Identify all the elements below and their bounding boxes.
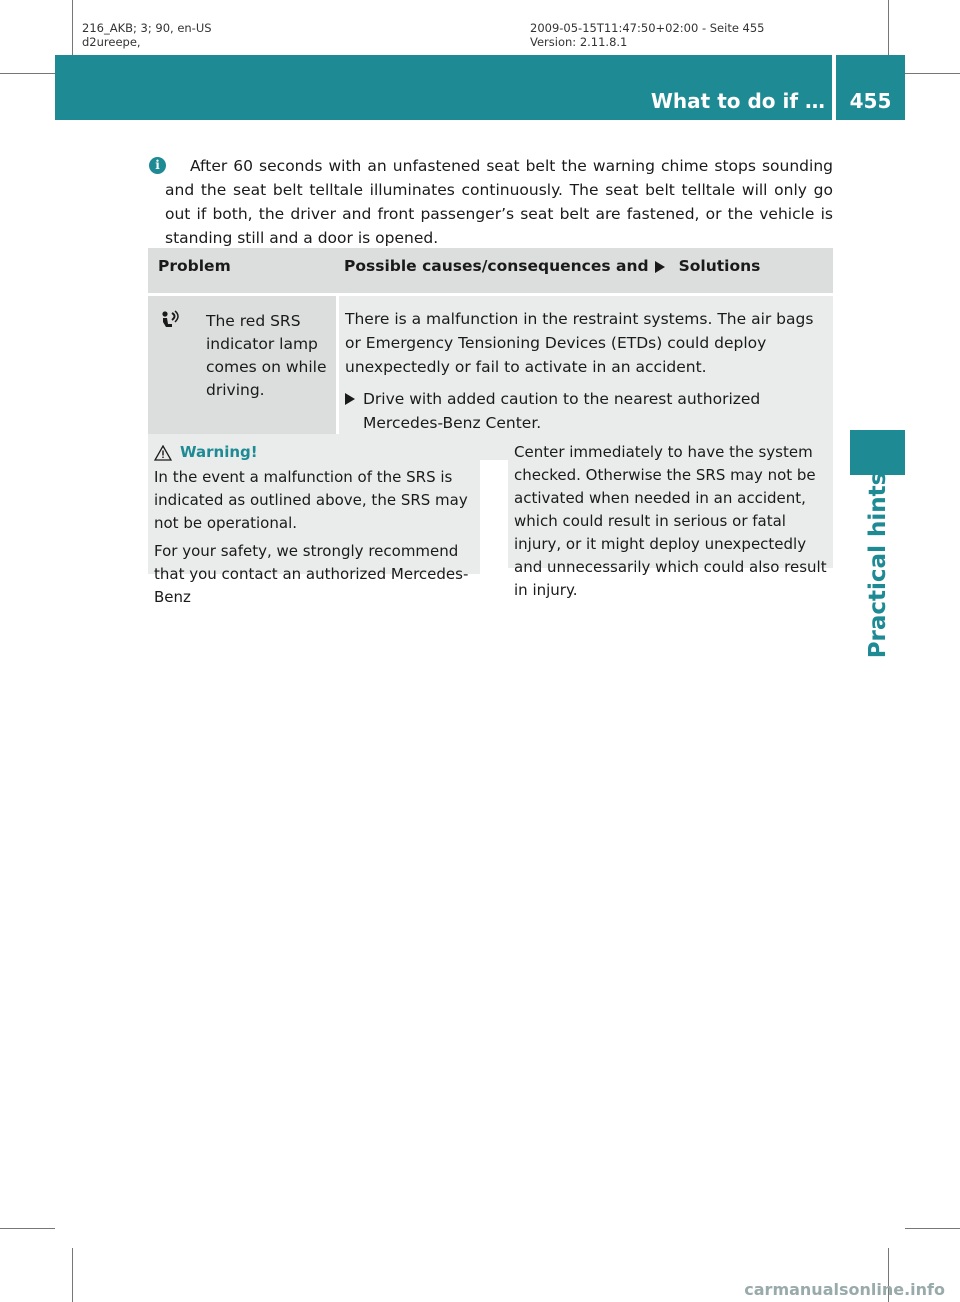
side-tab-label: Practical hints xyxy=(864,471,891,659)
page-number: 455 xyxy=(849,89,892,113)
warning-box-continued xyxy=(508,434,833,599)
table-header xyxy=(148,248,833,293)
side-tab-marker xyxy=(850,430,905,475)
action-item xyxy=(345,387,825,435)
warning-text: Center immediately to have the system checked. Otherwise the SRS may not be activated when needed in an accident, which could result in serious or fatal injury, or it might deploy unexpectedly and unnecessarily which could also result in injury. xyxy=(514,443,827,599)
crop-mark xyxy=(905,73,960,74)
arrow-right-icon xyxy=(345,393,355,405)
troubleshooting-table xyxy=(148,248,833,460)
info-note xyxy=(149,154,833,250)
watermark: carmanualsonline.info xyxy=(744,1280,945,1299)
crop-mark xyxy=(888,0,889,55)
header-solution: Possible causes/consequences and Solutions xyxy=(344,257,761,275)
header-problem: Problem xyxy=(158,257,231,275)
warning-title: Warning! xyxy=(180,443,258,461)
crop-mark xyxy=(0,73,55,74)
action-text: Drive with added caution to the nearest authorized Mercedes-Benz Center. xyxy=(363,390,761,432)
airbag-icon xyxy=(158,310,180,335)
crop-mark xyxy=(72,1248,73,1302)
info-text: After 60 seconds with an unfastened seat belt the warning chime stops sounding and the seat belt telltale illuminates continuously. The seat belt telltale will only go out if both, the driver and front passenger’s seat belt are fastened, or the vehicle is standing still and a door is opened. xyxy=(165,157,833,247)
info-icon: i xyxy=(149,157,166,174)
warning-text: In the event a malfunction of the SRS is indicated as outlined above, the SRS may not be operational. xyxy=(154,468,468,532)
problem-text: The red SRS indicator lamp comes on while driving. xyxy=(206,312,327,399)
print-meta-left: 216_AKB; 3; 90, en-US d2ureepe, xyxy=(82,21,212,49)
cause-text: There is a malfunction in the restraint systems. The air bags or Emergency Tensioning Devices (ETDs) could deploy unexpectedly or fail to activate in an accident. xyxy=(345,310,814,376)
warning-header xyxy=(154,441,474,464)
warning-triangle-icon xyxy=(154,445,172,461)
section-title: What to do if … xyxy=(650,89,825,113)
crop-mark xyxy=(72,0,73,55)
warning-box xyxy=(148,434,480,606)
warning-text: For your safety, we strongly recommend that you contact an authorized Mercedes-Benz xyxy=(154,542,469,606)
arrow-right-icon xyxy=(655,261,665,273)
crop-mark xyxy=(905,1228,960,1229)
print-meta-right: 2009-05-15T11:47:50+02:00 - Seite 455 Version: 2.11.8.1 xyxy=(530,21,765,49)
crop-mark xyxy=(0,1228,55,1229)
